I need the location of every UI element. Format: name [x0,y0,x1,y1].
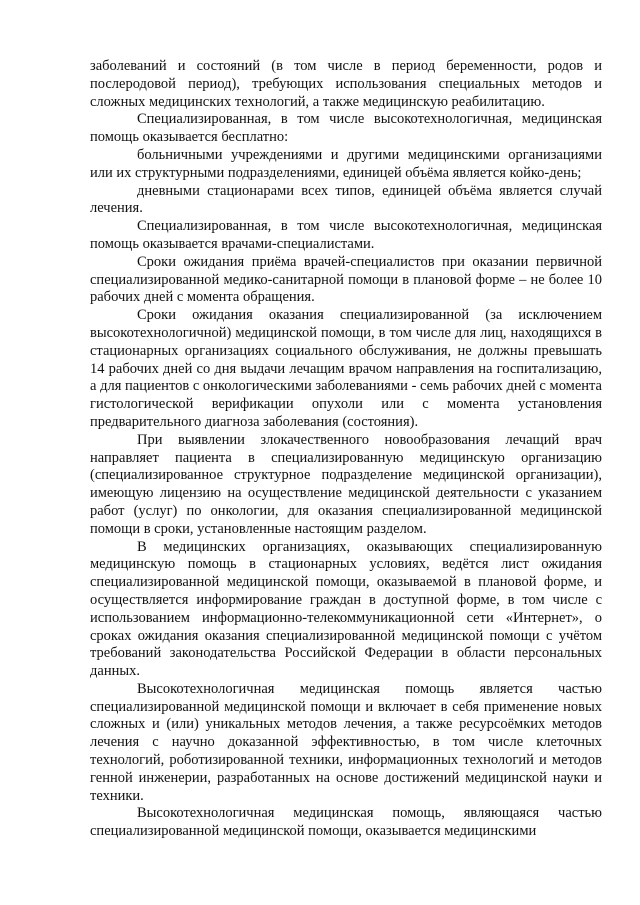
paragraph-5: Специализированная, в том числе высокотехнологичная, медицинская помощь оказывается врачами-специалистами. [90,218,602,252]
paragraph-3: больничными учреждениями и другими медицинскими организациями или их структурными подразделениями, единицей объёма является койко-день; [90,146,602,181]
paragraph-11: Высокотехнологичная медицинская помощь, являющаяся частью специализированной медицинской помощи, оказывается медицинскими [90,805,602,840]
paragraph-6: Сроки ожидания приёма врачей-специалистов при оказании первичной специализированной медико-санитарной помощи в плановой форме – не более 10 рабочих дней с момента обращения. [90,253,602,306]
paragraph-7: Сроки ожидания оказания специализированной (за исключением высокотехнологичной) медицинской помощи, в том числе для лиц, находящихся в стационарных организациях социального обслуживания, не должны превышать 14 рабочих дней со дня выдачи лечащим врачом направления на госпитализацию, а для пациентов с онкологическими заболеваниями - семь рабочих дней с момента гистологической верификации опухоли или с момента установления предварительного диагноза заболевания (состояния). [90,307,602,430]
paragraph-2: Специализированная, в том числе высокотехнологичная, медицинская помощь оказывается бесплатно: [90,111,602,146]
paragraph-10: Высокотехнологичная медицинская помощь является частью специализированной медицинской помощи и включает в себя применение новых сложных и (или) уникальных методов лечения, а также ресурсоёмких методов лечения с научно доказанной эффективностью, в том числе клеточных технологий, роботизированной техники, информационных технологий и методов генной инженерии, разработанных на основе достижений медицинской науки и техники. [90,680,602,804]
paragraph-9: В медицинских организациях, оказывающих специализированную медицинскую помощь в стационарных условиях, ведётся лист ожидания специализированной медицинской помощи, оказываемой в плановой форме, и осуществляется информирование граждан в доступной форме, в том числе с использованием информационно-телекоммуникационной сети «Интернет», о сроках ожидания оказания специализированной медицинской помощи с учётом требований законодательства Российской Федерации в области персональных данных. [90,538,602,680]
document-page [90,58,602,841]
paragraph-4: дневными стационарами всех типов, единицей объёма является случай лечения. [90,182,602,217]
paragraph-1: заболеваний и состояний (в том числе в период беременности, родов и послеродовой период), требующих использования специальных методов и сложных медицинских технологий, а также медицинскую реабилитацию. [90,58,602,110]
paragraph-8: При выявлении злокачественного новообразования лечащий врач направляет пациента в специализированную медицинскую организацию (специализированное структурное подразделение медицинской организации), имеющую лицензию на осуществление медицинской деятельности с указанием работ (услуг) по онкологии, для оказания специализированной медицинской помощи в сроки, установленные настоящим разделом. [90,431,602,537]
